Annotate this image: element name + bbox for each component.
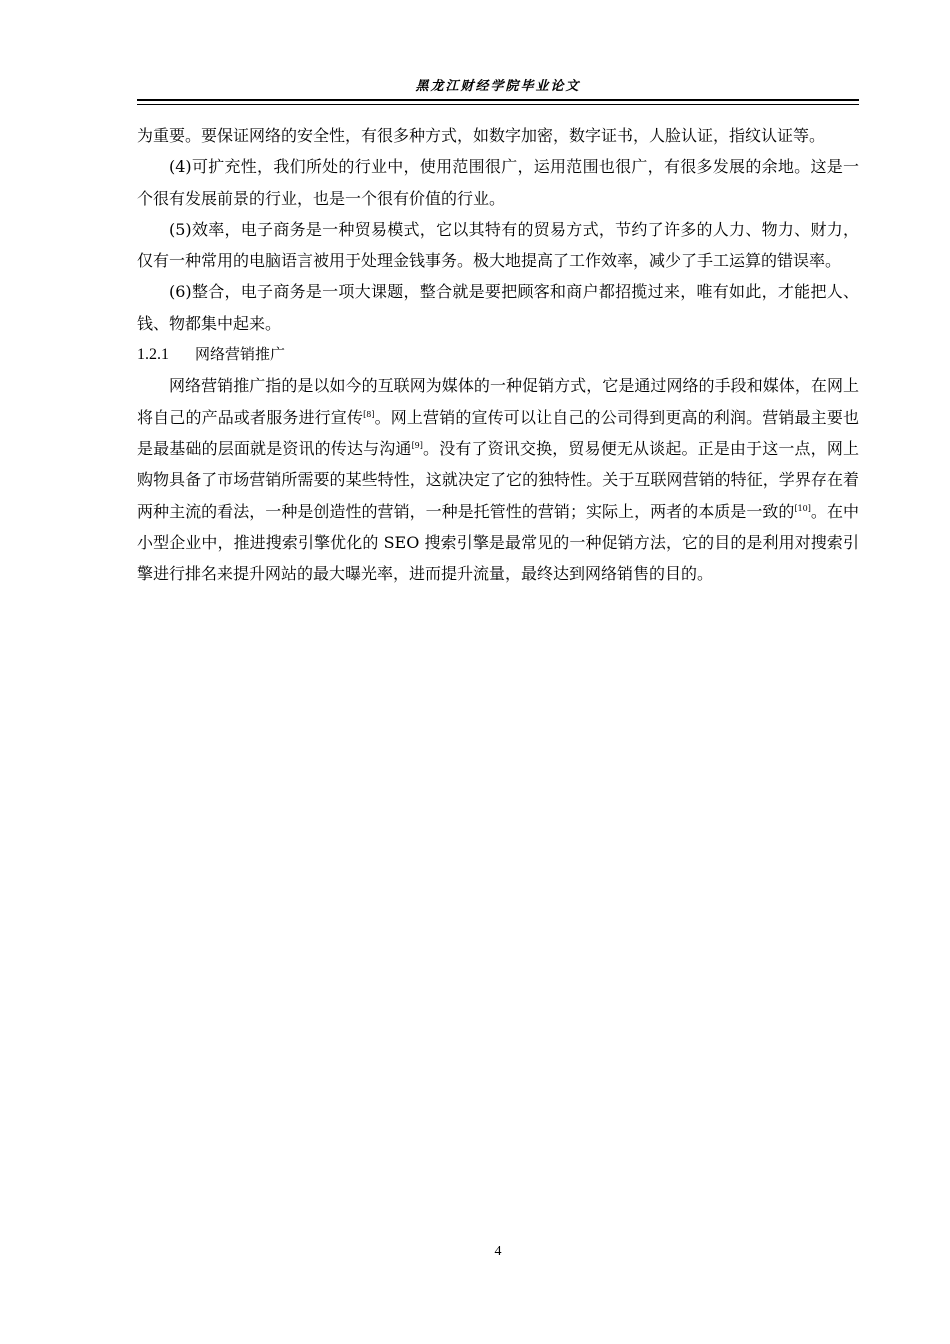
header-rule-thick (137, 99, 859, 101)
text-segment: 。没有了资讯交换，贸易便无从谈起。正是由于这一点，网上购物具备了市场营销所需要的某些特性，这就决定了它的独特性。关于互联网营销的特征，学界存在着两种主流的看法，一种是创造性的营销，一种是托管性的营销；实际上，两者的本质是一致的 (137, 438, 859, 521)
section-heading (137, 339, 859, 370)
header-rule-thin (137, 104, 859, 105)
text-segment: 网络营销推广指的是以如今的互联网为媒体的一种促销方式，它是通过网络的手段和媒体，在网上将自己的产品或者服务进行宣传 (137, 376, 859, 427)
running-header: 黑龙江财经学院毕业论文 (415, 79, 581, 94)
page-number: 4 (494, 1244, 502, 1259)
text-segment: 。网上营销的宣传可以让自己的公司得到更高的利润。营销最主要也是最基础的层面就是资讯的传达与沟通 (137, 407, 859, 458)
citation-9: [9] (411, 440, 423, 450)
text-segment: 。在中小型企业中，推进搜索引擎优化的 SEO 搜索引擎是最常见的一种促销方法，它的目的是利用对搜索引擎进行排名来提升网站的最大曝光率，进而提升流量，最终达到网络销售的目的。 (137, 501, 859, 584)
paragraph-integration: (6)整合，电子商务是一项大课题，整合就是要把顾客和商户都招揽过来，唯有如此，才能把人、钱、物都集中起来。 (137, 282, 859, 333)
citation-10: [10] (794, 503, 811, 513)
paragraph-network-marketing (137, 370, 859, 589)
paragraph-security-continued: 为重要。要保证网络的安全性，有很多种方式，如数字加密，数字证书，人脸认证，指纹认证等。 (137, 126, 826, 145)
section-number: 1.2.1 (137, 346, 169, 364)
section-title: 网络营销推广 (195, 345, 286, 364)
body-text (137, 120, 859, 589)
paragraph-scalability: (4)可扩充性，我们所处的行业中，使用范围很广，运用范围也很广，有很多发展的余地。这是一个很有发展前景的行业，也是一个很有价值的行业。 (137, 157, 859, 208)
paragraph-efficiency: (5)效率，电子商务是一种贸易模式，它以其特有的贸易方式，节约了许多的人力、物力、财力，仅有一种常用的电脑语言被用于处理金钱事务。极大地提高了工作效率，减少了手工运算的错误率。 (137, 219, 859, 271)
citation-8: [8] (363, 409, 375, 419)
